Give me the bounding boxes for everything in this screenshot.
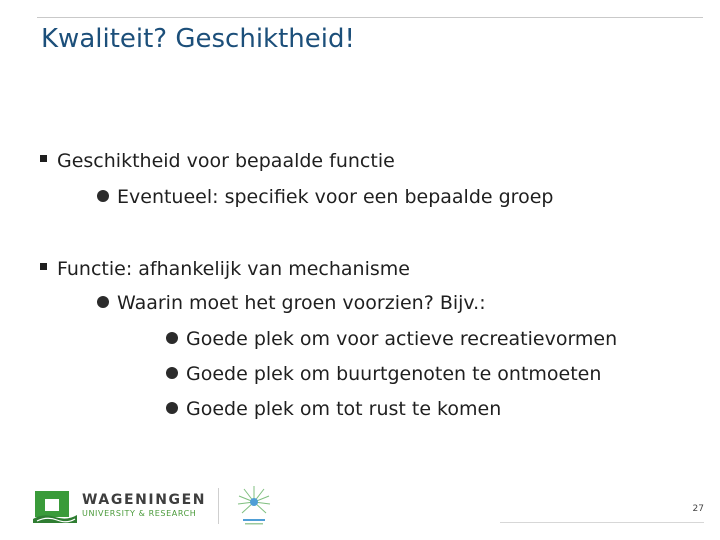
dot-bullet-icon: [97, 190, 109, 202]
dot-bullet-icon: [166, 402, 178, 414]
partner-logo-icon: [236, 484, 272, 532]
bullet-text: Waarin moet het groen voorzien? Bijv.:: [117, 292, 486, 314]
footer-rule: [500, 522, 704, 523]
bullet-text: Goede plek om buurtgenoten te ontmoeten: [186, 363, 602, 385]
bullet-text: Goede plek om voor actieve recreatievormen: [186, 328, 618, 350]
bullet-level1: [40, 149, 395, 173]
bullet-level1: [40, 257, 410, 281]
square-bullet-icon: [40, 155, 47, 162]
bullet-level2: [97, 185, 553, 209]
dot-bullet-icon: [166, 367, 178, 379]
logo-subtitle: UNIVERSITY & RESEARCH: [82, 509, 197, 518]
bullet-level3: [166, 362, 601, 386]
top-rule: [37, 17, 703, 18]
bullet-level3: [166, 397, 501, 421]
dot-bullet-icon: [97, 296, 109, 308]
square-bullet-icon: [40, 263, 47, 270]
bullet-text: Goede plek om tot rust te komen: [186, 398, 502, 420]
dot-bullet-icon: [166, 332, 178, 344]
slide-title: Kwaliteit? Geschiktheid!: [41, 24, 355, 54]
wur-logo-icon: [33, 489, 77, 529]
bullet-level2: [97, 291, 486, 315]
bullet-text: Functie: afhankelijk van mechanisme: [57, 258, 410, 280]
footer-divider: [218, 488, 219, 524]
bullet-text: Eventueel: specifiek voor een bepaalde groep: [117, 186, 554, 208]
bullet-level3: [166, 327, 617, 351]
bullet-text: Geschiktheid voor bepaalde functie: [57, 150, 395, 172]
page-number: 27: [692, 504, 704, 514]
logo-name: WAGENINGEN: [82, 492, 207, 508]
